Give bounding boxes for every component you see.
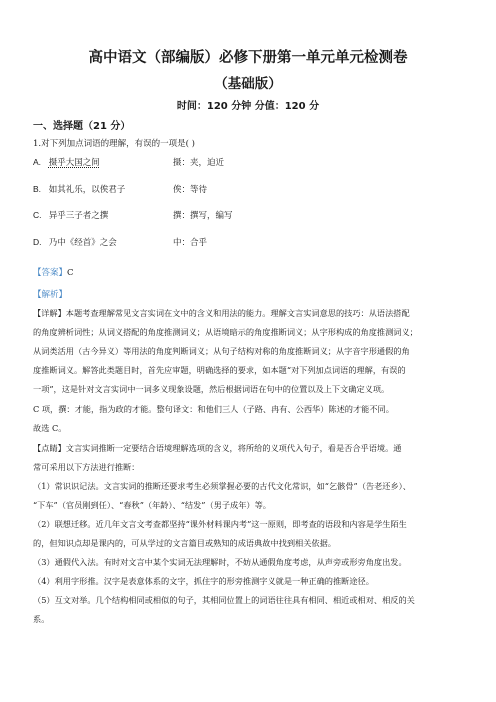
explanation-line: 从词类活用（古今异义）等用法的角度判断词义；从句子结构对称的角度推断词义；从字音字形通假的角 (33, 346, 410, 356)
tips-line: 系。 (33, 614, 50, 624)
option-gloss: 俟：等待 (173, 185, 208, 195)
explanation-line: 【详解】本题考查理解常见文言实词在文中的含义和用法的能力。理解文言实词意思的技巧：从语法搭配 (33, 308, 410, 318)
tips-line: （4）利用字形推。汉字是表意体系的文字，抓住字的形旁推测字义就是一种正确的推断途径。 (33, 576, 374, 586)
option-text: 乃中《经首》之会 (48, 238, 117, 248)
answer-label: 【答案】 (33, 268, 68, 278)
tips-line: （2）联想迁移。近几年文言文考查都坚持“课外材料课内考”这一原则，即考查的语段和内容是学生陌生 (33, 519, 407, 529)
question-stem: 1.对下列加点词语的理解，有误的一项是( ) (33, 139, 195, 149)
option-b (33, 183, 208, 195)
explanation-line: 故选 C。 (33, 423, 67, 433)
answer-line (33, 266, 74, 278)
option-gloss: 撰：撰写，编写 (173, 211, 233, 221)
tips-line: （3）通假代入法。有时对文言中某个实词无法理解时，不妨从通假角度考虑，从声旁或形旁角度出发。 (33, 557, 407, 567)
tips-line: 常可采用以下方法进行推断： (33, 462, 140, 472)
page-subtitle: （基础版） (214, 76, 282, 92)
page-title: 高中语文（部编版）必修下册第一单元单元检测卷 (88, 50, 408, 66)
explanation-line: 度推断词义。解答此类题目时，首先应审题，明确选择的要求，如本题“对下列加点词语的理解，有误的 (33, 365, 406, 375)
section-heading: 一、选择题（21 分） (33, 121, 131, 132)
tips-line: “下车”（官员刚到任）、“春秋”（年龄）、“结发”（男子成年）等。 (33, 500, 271, 510)
tips-line: （5）互文对举。几个结构相同或相似的句子，其相同位置上的词语往往具有相同、相近或相对、相反的关 (33, 595, 415, 605)
option-text: 如其礼乐，以俟君子 (48, 185, 126, 195)
explanation-line: C 项，撰：才能，指为政的才能。整句译文：和他们三人（子路、冉有、公西华）陈述的才能不同。 (33, 404, 394, 414)
exam-time-info: 时间：120 分钟 分值：120 分 (176, 101, 320, 112)
option-text: 摄乎大国之间 (48, 158, 100, 168)
option-key: C. (33, 210, 42, 220)
option-text: 异乎三子者之撰 (48, 211, 109, 221)
answer-value: C (67, 268, 74, 278)
explanation-line: 的角度辨析词性；从词义搭配的角度推测词义；从语境暗示的角度推断词义；从字形构成的角度推测词义； (33, 327, 418, 337)
option-gloss: 摄：夹，迫近 (173, 158, 225, 168)
tips-line: 的，但知识点却是课内的，可从学过的文言篇目或熟知的成语典故中找到相关依据。 (33, 538, 336, 548)
option-key: B. (33, 184, 42, 194)
explanation-line: 一项”，这是针对文言实词中一词多义现象设题，然后根据词语在句中的位置以及上下文确定义项。 (33, 384, 390, 394)
option-d (33, 236, 208, 248)
option-gloss: 中：合乎 (173, 238, 208, 248)
option-c (33, 209, 233, 221)
option-key: D. (33, 237, 42, 247)
option-key: A. (33, 157, 42, 167)
tips-line: （1）常识识记法。文言实词的推断还要求考生必须掌握必要的古代文化常识，如“乞骸骨”（告老还乡）、 (33, 481, 411, 491)
tips-line: 【点睛】文言实词推断一定要结合语境理解选项的含义，将所给的义项代入句子，看是否合乎语境。通 (33, 443, 402, 453)
analysis-label: 【解析】 (33, 290, 68, 300)
option-a (33, 156, 225, 168)
